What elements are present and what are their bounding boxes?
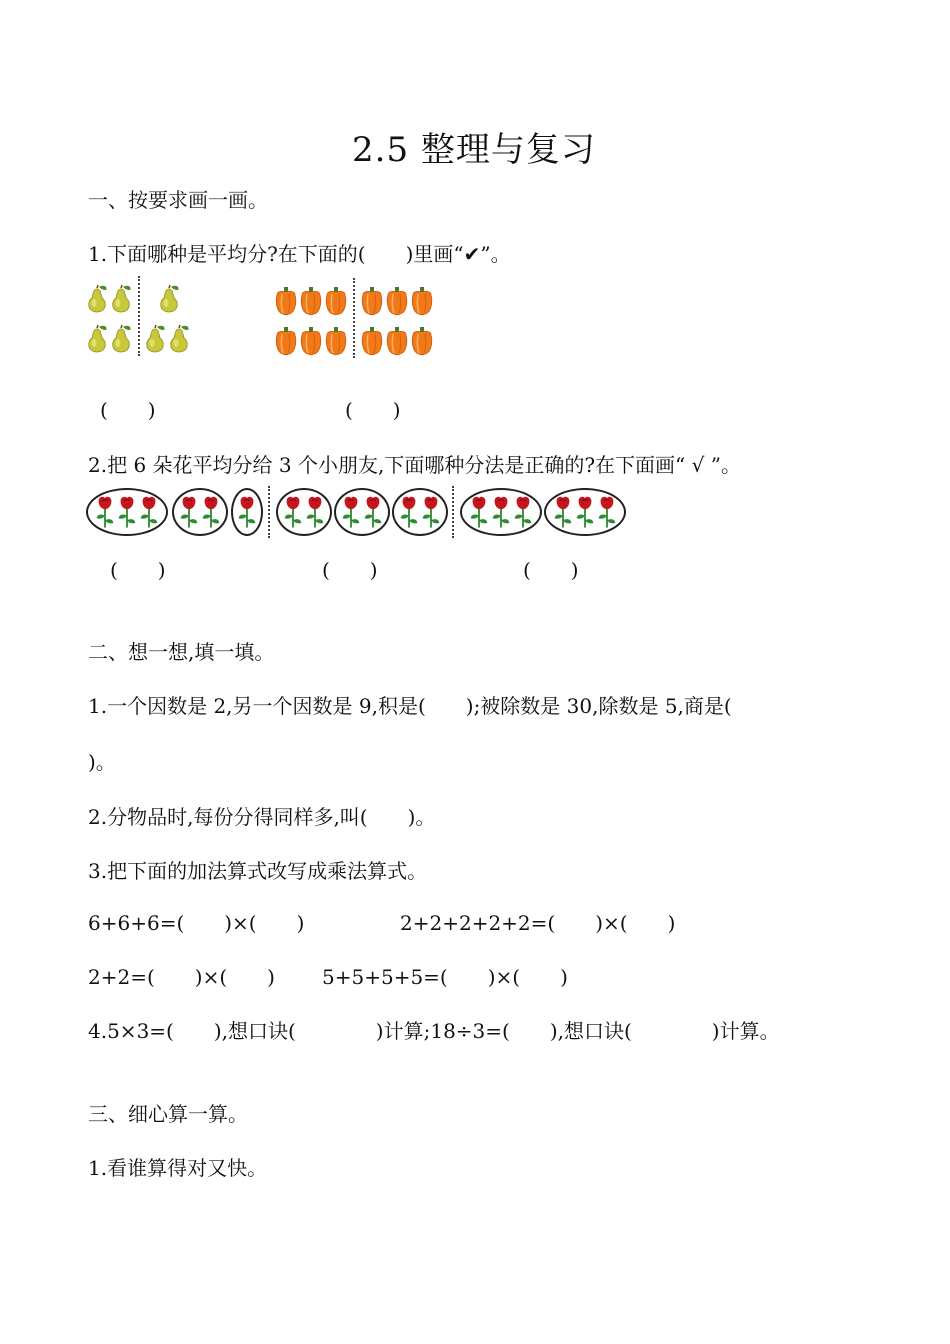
equation-d: 5+5+5+5=( )×( ) <box>322 965 568 989</box>
pepper-icon <box>360 326 384 356</box>
rose-icon <box>304 495 326 529</box>
pepper-icon <box>360 286 384 316</box>
page-title: 2.5 整理与复习 <box>352 130 596 170</box>
answer-blank-1a[interactable]: ( ) <box>100 398 156 422</box>
pepper-icon <box>410 326 434 356</box>
question-1-2: 2.把 6 朵花平均分给 3 个小朋友,下面哪种分法是正确的?在下面画“ √ ”。 <box>88 453 741 477</box>
divider-line <box>452 486 454 538</box>
pepper-icon <box>299 326 323 356</box>
equation-b: 2+2+2+2+2=( )×( ) <box>400 911 676 935</box>
pear-icon <box>84 284 110 314</box>
pepper-icon <box>324 326 348 356</box>
pear-icon <box>142 324 168 354</box>
rose-icon <box>94 495 116 529</box>
equation-a: 6+6+6=( )×( ) <box>88 911 305 935</box>
pepper-icon <box>385 286 409 316</box>
rose-oval <box>172 488 228 536</box>
rose-icon <box>574 495 596 529</box>
pear-icon <box>84 324 110 354</box>
rose-icon <box>340 495 362 529</box>
rose-icon <box>420 495 442 529</box>
rose-oval <box>392 488 448 536</box>
pear-icon <box>108 284 134 314</box>
rose-icon <box>362 495 384 529</box>
divider-line <box>138 276 140 356</box>
divider-line <box>353 278 355 358</box>
rose-icon <box>200 495 222 529</box>
pear-icon <box>156 284 182 314</box>
pepper-icon <box>299 286 323 316</box>
rose-icon <box>178 495 200 529</box>
rose-icon <box>116 495 138 529</box>
question-3-1: 1.看谁算得对又快。 <box>88 1156 268 1180</box>
answer-blank-1b[interactable]: ( ) <box>345 398 401 422</box>
answer-blank-2b[interactable]: ( ) <box>322 558 378 582</box>
question-2-2: 2.分物品时,每份分得同样多,叫( )。 <box>88 805 436 829</box>
pepper-icon <box>410 286 434 316</box>
question-1-1: 1.下面哪种是平均分?在下面的( )里画“✔”。 <box>88 242 511 266</box>
rose-icon <box>468 495 490 529</box>
pepper-icon <box>274 286 298 316</box>
rose-icon <box>490 495 512 529</box>
question-2-1: 1.一个因数是 2,另一个因数是 9,积是( );被除数是 30,除数是 5,商是( <box>88 694 732 718</box>
pear-icon <box>108 324 134 354</box>
question-2-3: 3.把下面的加法算式改写成乘法算式。 <box>88 859 428 883</box>
rose-oval <box>276 488 332 536</box>
rose-oval <box>460 488 542 536</box>
pepper-icon <box>324 286 348 316</box>
rose-oval <box>231 488 263 536</box>
section3-heading: 三、细心算一算。 <box>88 1102 248 1126</box>
rose-icon <box>552 495 574 529</box>
rose-icon <box>596 495 618 529</box>
pepper-icon <box>274 326 298 356</box>
answer-blank-2c[interactable]: ( ) <box>523 558 579 582</box>
pear-icon <box>166 324 192 354</box>
pepper-icon <box>385 326 409 356</box>
rose-icon <box>398 495 420 529</box>
divider-line <box>268 486 270 538</box>
section1-heading: 一、按要求画一画。 <box>88 188 268 212</box>
question-2-1-cont: )。 <box>88 750 116 774</box>
rose-icon <box>236 495 258 529</box>
rose-oval <box>334 488 390 536</box>
rose-icon <box>282 495 304 529</box>
equation-c: 2+2=( )×( ) <box>88 965 275 989</box>
rose-oval <box>544 488 626 536</box>
question-2-4: 4.5×3=( ),想口诀( )计算;18÷3=( ),想口诀( )计算。 <box>88 1019 780 1043</box>
section2-heading: 二、想一想,填一填。 <box>88 640 275 664</box>
rose-icon <box>138 495 160 529</box>
rose-icon <box>512 495 534 529</box>
answer-blank-2a[interactable]: ( ) <box>110 558 166 582</box>
rose-oval <box>86 488 168 536</box>
